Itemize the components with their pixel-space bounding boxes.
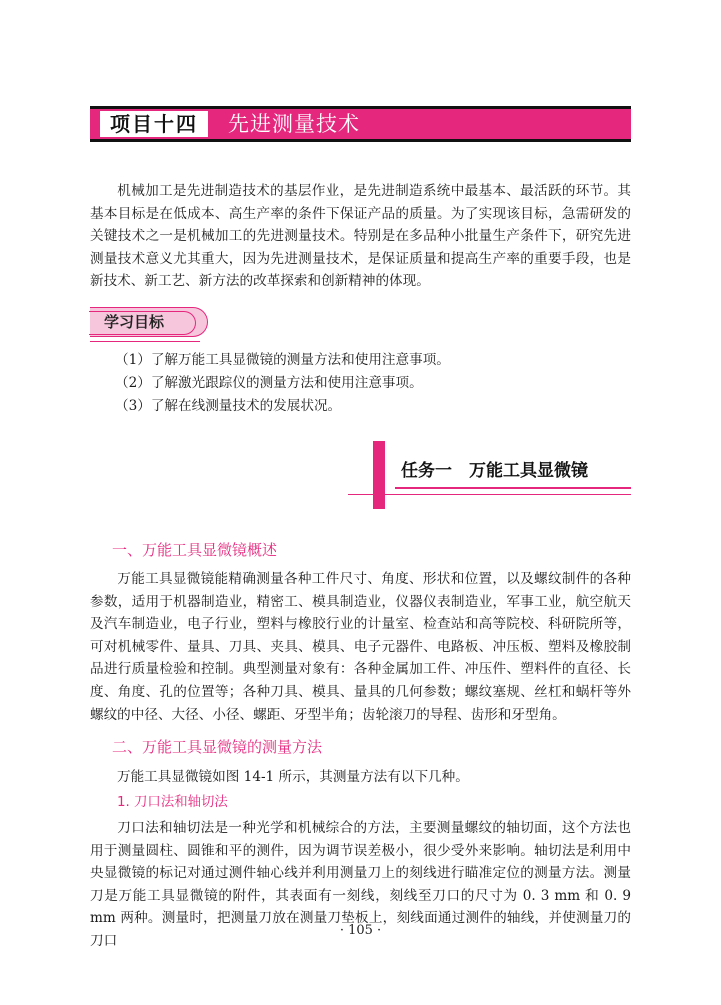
task-rule-upper [395,487,631,489]
task-title: 任务一 万能工具显微镜 [401,461,588,481]
project-title: 先进测量技术 [228,112,360,136]
task-rule-lower [348,494,631,495]
intro-paragraph [90,180,631,293]
section-2-intro [90,766,631,789]
section-1-text: 万能工具显微镜能精确测量各种工件尺寸、角度、形状和位置，以及螺纹制件的各种参数，适用于机器制造业，精密工、模具制造业，仪器仪表制造业，军事工业，航空航天及汽车制造业，电子行业，塑料与橡胶行业的计量室、检查站和高等院校、科研院所等，可对机械零件、量具、刀具、夹具、模具、电子元器件、电路板、冲压板、塑料及橡胶制品进行质量检验和控制。典型测量对象有：各种金属加工件、冲压件、塑料件的直径、长度、角度、孔的位置等；各种刀具、模具、量具的几何参数；螺纹塞规、丝杠和蜗杆等外螺纹的中径、大径、小径、螺距、牙型半角；齿轮滚刀的导程、齿形和牙型角。 [90,571,631,723]
intro-text: 机械加工是先进制造技术的基层作业，是先进制造系统中最基本、最活跃的环节。其基本目标是在低成本、高生产率的条件下保证产品的质量。为了实现该目标，急需研发的关键技术之一是机械加工的先进测量技术。特别是在多品种小批量生产条件下，研究先进测量技术意义尤其重大，因为先进测量技术，是保证质量和提高生产率的重要手段，也是新技术、新工艺、新方法的改革探索和创新精神的体现。 [90,183,631,290]
objective-item-3: （3）了解在线测量技术的发展状况。 [115,398,342,414]
objectives-rule [90,341,200,342]
objectives-tag [90,307,208,337]
subsection-1-heading: 1. 刀口法和轴切法 [117,795,228,810]
section-2-intro-text: 万能工具显微镜如图 14-1 所示，其测量方法有以下几种。 [117,769,469,785]
objectives-label: 学习目标 [104,313,165,331]
subsection-1-text: 刀口法和轴切法是一种光学和机械综合的方法，主要测量螺纹的轴切面，这个方法也用于测量圆柱、圆锥和平的测件，因为调节误差极小，很少受外来影响。轴切法是利用中央显微镜的标记对通过测件轴心线并利用测量刀上的刻线进行瞄准定位的测量方法。测量刀是万能工具显微镜的附件，其表面有一刻线，刻线至刀口的尺寸为 0. 3 mm 和 0. 9 mm 两种。测量时，把测量刀放在测量刀垫板上，刻线面通过测件的轴线，并使测量刀的刀口 [90,820,631,949]
task-accent-bar [373,441,385,509]
section-1-heading: 一、万能工具显微镜概述 [112,541,278,559]
section-1-paragraph [90,568,631,726]
objective-item-1: （1）了解万能工具显微镜的测量方法和使用注意事项。 [115,352,450,368]
project-label: 项目十四 [100,111,208,137]
page-number: · 105 · [339,923,382,938]
section-2-heading: 二、万能工具显微镜的测量方法 [112,738,323,756]
objective-item-2: （2）了解激光跟踪仪的测量方法和使用注意事项。 [115,375,423,391]
project-banner [90,106,631,142]
